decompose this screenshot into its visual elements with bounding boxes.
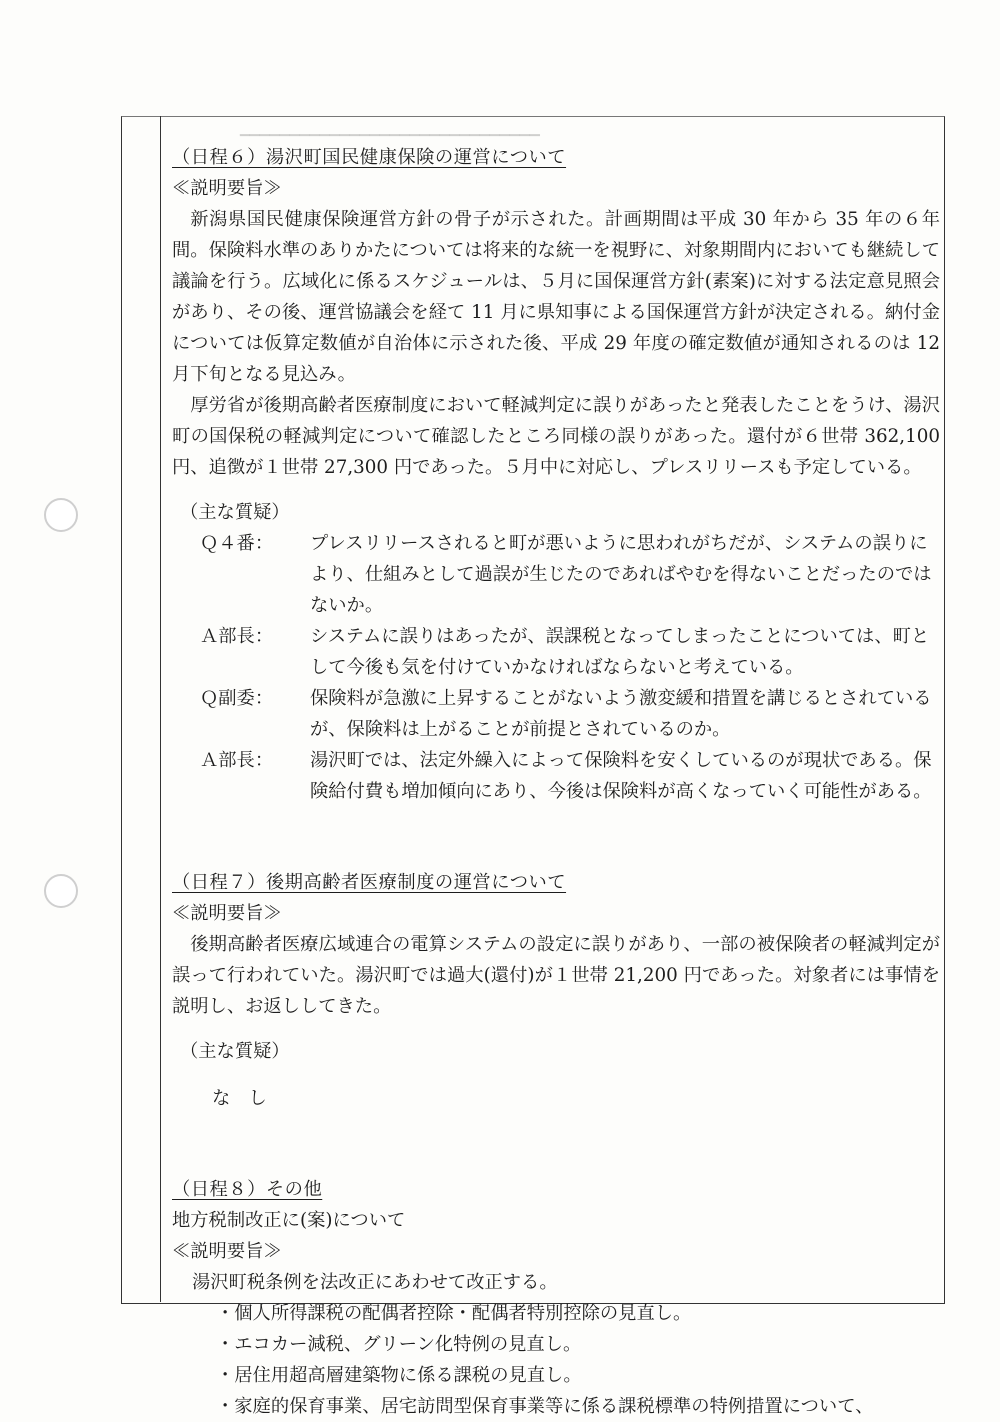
qa-speaker: Ｑ４番：	[200, 533, 274, 554]
minutes-content	[172, 142, 940, 1422]
section7-label: ≪説明要旨≫	[172, 903, 282, 924]
bleed-through-text: ▁▁▁▁▁▁▁▁▁▁▁▁▁▁▁▁▁▁▁▁▁▁▁▁▁▁▁▁▁▁	[240, 122, 540, 137]
qa-speaker: Ａ部長：	[200, 750, 274, 771]
qa-speaker: Ｑ副委：	[200, 688, 274, 709]
section7-para1: 後期高齢者医療広域連合の電算システムの設定に誤りがあり、一部の被保険者の軽減判定が誤って行われていた。湯沢町では過大(還付)が１世帯 21,200 円であった。対象者には事情を説明し、お返ししてきた。	[172, 934, 940, 1017]
section8-title: （日程８）その他	[172, 1179, 323, 1200]
section7-none: な し	[212, 1088, 267, 1109]
qa-text: 湯沢町では、法定外繰入によって保険料を安くしているのが現状である。保険給付費も増加傾向にあり、今後は保険料が高くなっていく可能性がある。	[310, 750, 932, 802]
qa-text: 保険料が急激に上昇することがないよう激変緩和措置を講じるとされているが、保険料は上がることが前提とされているのか。	[310, 688, 932, 740]
punch-hole-bottom	[44, 874, 78, 908]
section7-qa-label: （主な質疑）	[180, 1041, 290, 1062]
section7-title: （日程７）後期高齢者医療制度の運営について	[172, 872, 567, 893]
qa-speaker: Ａ部長：	[200, 626, 274, 647]
section6-para2: 厚労省が後期高齢者医療制度において軽減判定に誤りがあったと発表したことをうけ、湯沢町の国保税の軽減判定について確認したところ同様の誤りがあった。還付が６世帯 362,100 円、追徴が１世帯 27,300 円であった。５月中に対応し、プレスリリースも予定している。	[172, 395, 940, 478]
section8-intro: 湯沢町税条例を法改正にあわせて改正する。	[192, 1272, 558, 1293]
section8-bullet: ・居住用超高層建築物に係る課税の見直し。	[216, 1365, 582, 1386]
punch-hole-top	[44, 498, 78, 532]
section6-qa-label: （主な質疑）	[180, 502, 290, 523]
section6-title: （日程６）湯沢町国民健康保険の運営について	[172, 147, 567, 168]
section8-bullet: ・家庭的保育事業、居宅訪問型保育事業等に係る課税標準の特例措置について、	[216, 1396, 874, 1417]
qa-text: プレスリリースされると町が悪いように思われがちだが、システムの誤りにより、仕組みとして過誤が生じたのであればやむを得ないことだったのではないか。	[310, 533, 932, 616]
table-column-divider	[160, 116, 161, 1302]
section6-para1: 新潟県国民健康保険運営方針の骨子が示された。計画期間は平成 30 年から 35 年の６年間。保険料水準のありかたについては将来的な統一を視野に、対象期間内においても継続して議論を行う。広域化に係るスケジュールは、５月に国保運営方針(素案)に対する法定意見照会があり、その後、運営協議会を経て 11 月に県知事による国保運営方針が決定される。納付金については仮算定数値が自治体に示された後、平成 29 年度の確定数値が通知されるのは 12 月下旬となる見込み。	[172, 209, 940, 385]
section8-bullet: ・エコカー減税、グリーン化特例の見直し。	[216, 1334, 582, 1355]
section8-label: ≪説明要旨≫	[172, 1241, 282, 1262]
qa-item	[200, 745, 940, 807]
qa-item	[200, 528, 940, 621]
section6-label: ≪説明要旨≫	[172, 178, 282, 199]
qa-item	[200, 683, 940, 745]
section8-bullet: ・個人所得課税の配偶者控除・配偶者特別控除の見直し。	[216, 1303, 692, 1324]
section8-subtitle: 地方税制改正に(案)について	[172, 1210, 406, 1231]
qa-text: システムに誤りはあったが、誤課税となってしまったことについては、町として今後も気を付けていかなければならないと考えている。	[310, 626, 930, 678]
qa-item	[200, 621, 940, 683]
